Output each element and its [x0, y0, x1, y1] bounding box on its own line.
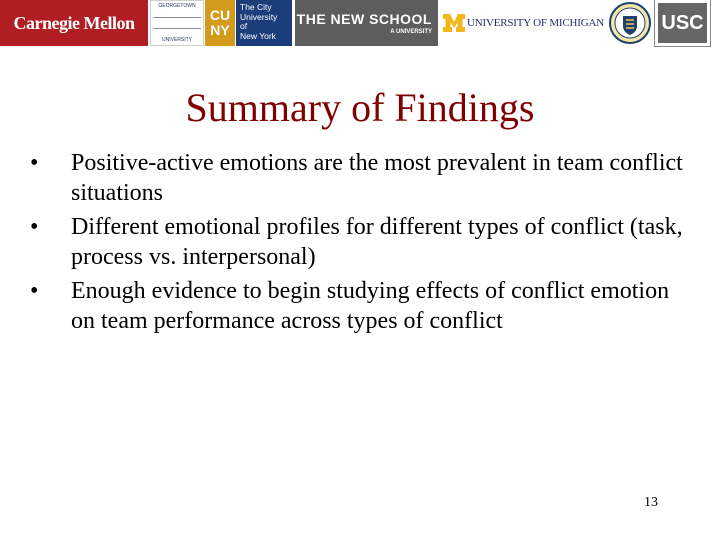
block-m-icon	[442, 11, 466, 35]
usc-logo: USC	[655, 0, 710, 46]
bullet-list	[30, 148, 690, 340]
umich-wordmark: UNIVERSITY OF MICHIGAN	[467, 17, 604, 29]
bullet-text: Different emotional profiles for different types of conflict (task, process vs. interpersonal)	[71, 214, 683, 270]
logo-bar	[0, 0, 720, 46]
georgetown-logo-bottom: UNIVERSITY	[161, 37, 192, 43]
new-school-tagline: A UNIVERSITY	[390, 29, 432, 35]
georgetown-logo-top: GEORGETOWN	[158, 3, 196, 9]
bullet-text: Enough evidence to begin studying effects of conflict emotion on team performance across types of conflict	[71, 278, 670, 334]
carnegie-mellon-logo: Carnegie Mellon	[0, 0, 148, 46]
cuny-mark-line-2: NY	[210, 22, 230, 38]
bullet-marker: •	[30, 150, 39, 176]
new-school-logo	[295, 0, 438, 46]
bullet-item	[30, 212, 690, 272]
university-seal-icon	[607, 0, 653, 46]
bullet-item	[30, 148, 690, 208]
university-of-michigan-logo	[442, 0, 604, 46]
bullet-text: Positive-active emotions are the most prevalent in team conflict situations	[71, 150, 683, 206]
new-school-name: THE NEW SCHOOL	[296, 11, 432, 27]
page-number: 13	[644, 495, 658, 510]
cuny-mark-line-1: CU	[209, 7, 231, 23]
cuny-logo-text: The City University of New York	[236, 0, 292, 46]
georgetown-logo	[150, 0, 204, 46]
bullet-marker: •	[30, 214, 39, 240]
bullet-marker: •	[30, 278, 39, 304]
georgetown-logo-rule	[153, 17, 201, 29]
slide-title: Summary of Findings	[185, 85, 535, 130]
cuny-logo-mark	[205, 0, 235, 46]
bullet-item	[30, 276, 690, 336]
